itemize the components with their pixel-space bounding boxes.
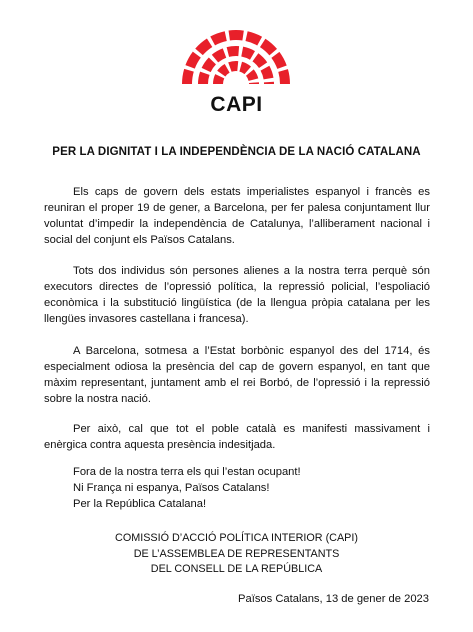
paragraph-4: Per això, cal que tot el poble català es manifesti massivament i enèrgica contra aquesta presència indesitjada. — [44, 423, 430, 451]
slogan-3: Per la República Catalana! — [73, 498, 207, 510]
signature-line-1: COMISSIÓ D’ACCIÓ POLÍTICA INTERIOR (CAPI) — [115, 532, 358, 544]
slogan-2: Ni França ni espanya, Països Catalans! — [73, 482, 270, 494]
brand-name: CAPI — [210, 93, 263, 116]
date-line: Països Catalans, 13 de gener de 2023 — [238, 593, 429, 605]
paragraph-2: Tots dos individus són persones alienes a la nostra terra perquè són executors directes de l’opressió política, la repressió policial, l’espoliació econòmica i la substitució lingüística (de la llengua pròpia catalana per les llengües invasores castellana i francesa). — [44, 265, 430, 325]
capi-arcs-logo — [177, 26, 295, 88]
signature-block — [0, 531, 473, 578]
slogans-block — [73, 464, 301, 512]
document-headline: PER LA DIGNITAT I LA INDEPENDÈNCIA DE LA NACIÓ CATALANA — [52, 146, 421, 158]
paragraph-1: Els caps de govern dels estats imperialistes espanyol i francès es reuniran el proper 19 de gener, a Barcelona, per fer palesa conjuntament llur voluntat d’impedir la independència de Catalunya, l’alliberament nacional i social del conjunt els Països Catalans. — [44, 186, 430, 246]
paragraph-3: A Barcelona, sotmesa a l’Estat borbònic espanyol des del 1714, és especialment odiosa la presència del cap de govern espanyol, en tant que màxim representant, juntament amb el rei Borbó, de l’opressió i la repressió sobre la nostra nació. — [44, 345, 430, 405]
signature-line-3: DEL CONSELL DE LA REPÚBLICA — [150, 563, 323, 575]
signature-line-2: DE L’ASSEMBLEA DE REPRESENTANTS — [133, 547, 340, 560]
slogan-1: Fora de la nostra terra els qui l’estan ocupant! — [73, 466, 301, 478]
